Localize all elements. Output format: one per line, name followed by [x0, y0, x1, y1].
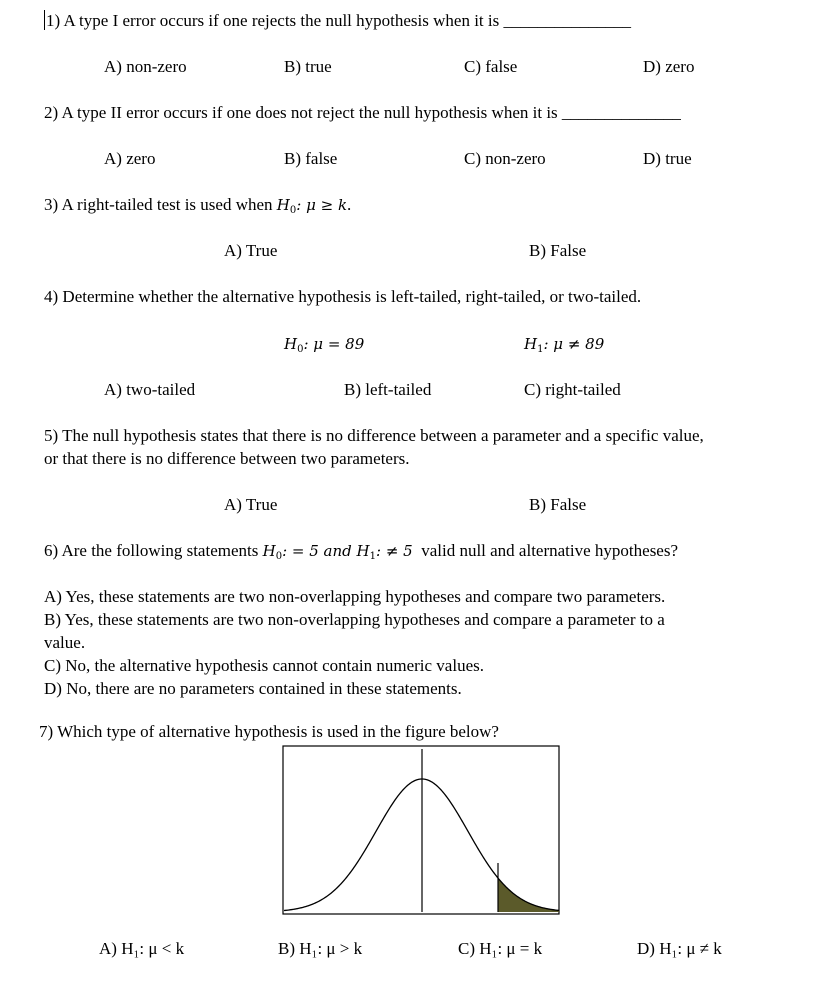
question-1-stem: 1) A type I error occurs if one rejects the null hypothesis when it is _______________ [46, 11, 631, 30]
q1-option-c[interactable]: C) false [464, 57, 518, 76]
question-7-stem: 7) Which type of alternative hypothesis is used in the figure below? [39, 722, 499, 741]
q2-option-d[interactable]: D) true [643, 149, 692, 168]
q4-option-b[interactable]: B) left-tailed [344, 380, 432, 399]
q4-option-a[interactable]: A) two-tailed [104, 380, 196, 399]
q4-alt-hypothesis: $H_1$: μ ≠ 89 [524, 335, 605, 355]
normal-curve-figure [282, 745, 562, 917]
q7-option-a[interactable]: A) H₁: μ < k [99, 939, 185, 958]
q1-option-b[interactable]: B) true [284, 57, 332, 76]
q7-option-d[interactable]: D) H₁: μ ≠ k [637, 939, 722, 958]
q4-option-c[interactable]: C) right-tailed [524, 380, 621, 399]
q7-option-c[interactable]: C) H₁: μ = k [458, 939, 543, 958]
q4-null-hypothesis: $H_0$: μ = 89 [284, 335, 365, 355]
text-cursor [44, 10, 45, 30]
q7-option-b[interactable]: B) H₁: μ > k [278, 939, 363, 958]
question-6-stem: 6) Are the following statements $H_0$: = 5 and $H_1$: ≠ 5 valid null and alternative hypotheses? [44, 541, 679, 562]
question-3-stem: 3) A right-tailed test is used when $H_0$: μ ≥ k. [44, 195, 352, 216]
q2-option-b[interactable]: B) false [284, 149, 338, 168]
question-5-stem-line1: 5) The null hypothesis states that there is no difference between a parameter and a specific value, [44, 426, 704, 445]
q3-option-b[interactable]: B) False [529, 241, 587, 260]
question-2-stem: 2) A type II error occurs if one does not reject the null hypothesis when it is ______________ [44, 103, 681, 122]
shaded-right-tail [498, 878, 559, 912]
q1-option-a[interactable]: A) non-zero [104, 57, 187, 76]
q3-option-a[interactable]: A) True [224, 241, 278, 260]
q6-option-d[interactable]: D) No, there are no parameters contained in these statements. [44, 679, 462, 698]
question-5-stem-line2: or that there is no difference between two parameters. [44, 449, 410, 468]
figure-frame [283, 746, 559, 914]
q5-option-b[interactable]: B) False [529, 495, 587, 514]
q3-math: $H_0$: μ ≥ k [276, 196, 348, 216]
q6-option-a[interactable]: A) Yes, these statements are two non-overlapping hypotheses and compare two parameters. [44, 587, 666, 606]
q1-option-d[interactable]: D) zero [643, 57, 695, 76]
q6-option-b-cont: value. [44, 633, 86, 652]
question-4-stem: 4) Determine whether the alternative hypothesis is left-tailed, right-tailed, or two-tailed. [44, 287, 642, 306]
q2-option-c[interactable]: C) non-zero [464, 149, 546, 168]
q6-option-c[interactable]: C) No, the alternative hypothesis cannot contain numeric values. [44, 656, 484, 675]
q6-option-b[interactable]: B) Yes, these statements are two non-overlapping hypotheses and compare a parameter to a [44, 610, 665, 629]
q5-option-a[interactable]: A) True [224, 495, 278, 514]
q2-option-a[interactable]: A) zero [104, 149, 156, 168]
